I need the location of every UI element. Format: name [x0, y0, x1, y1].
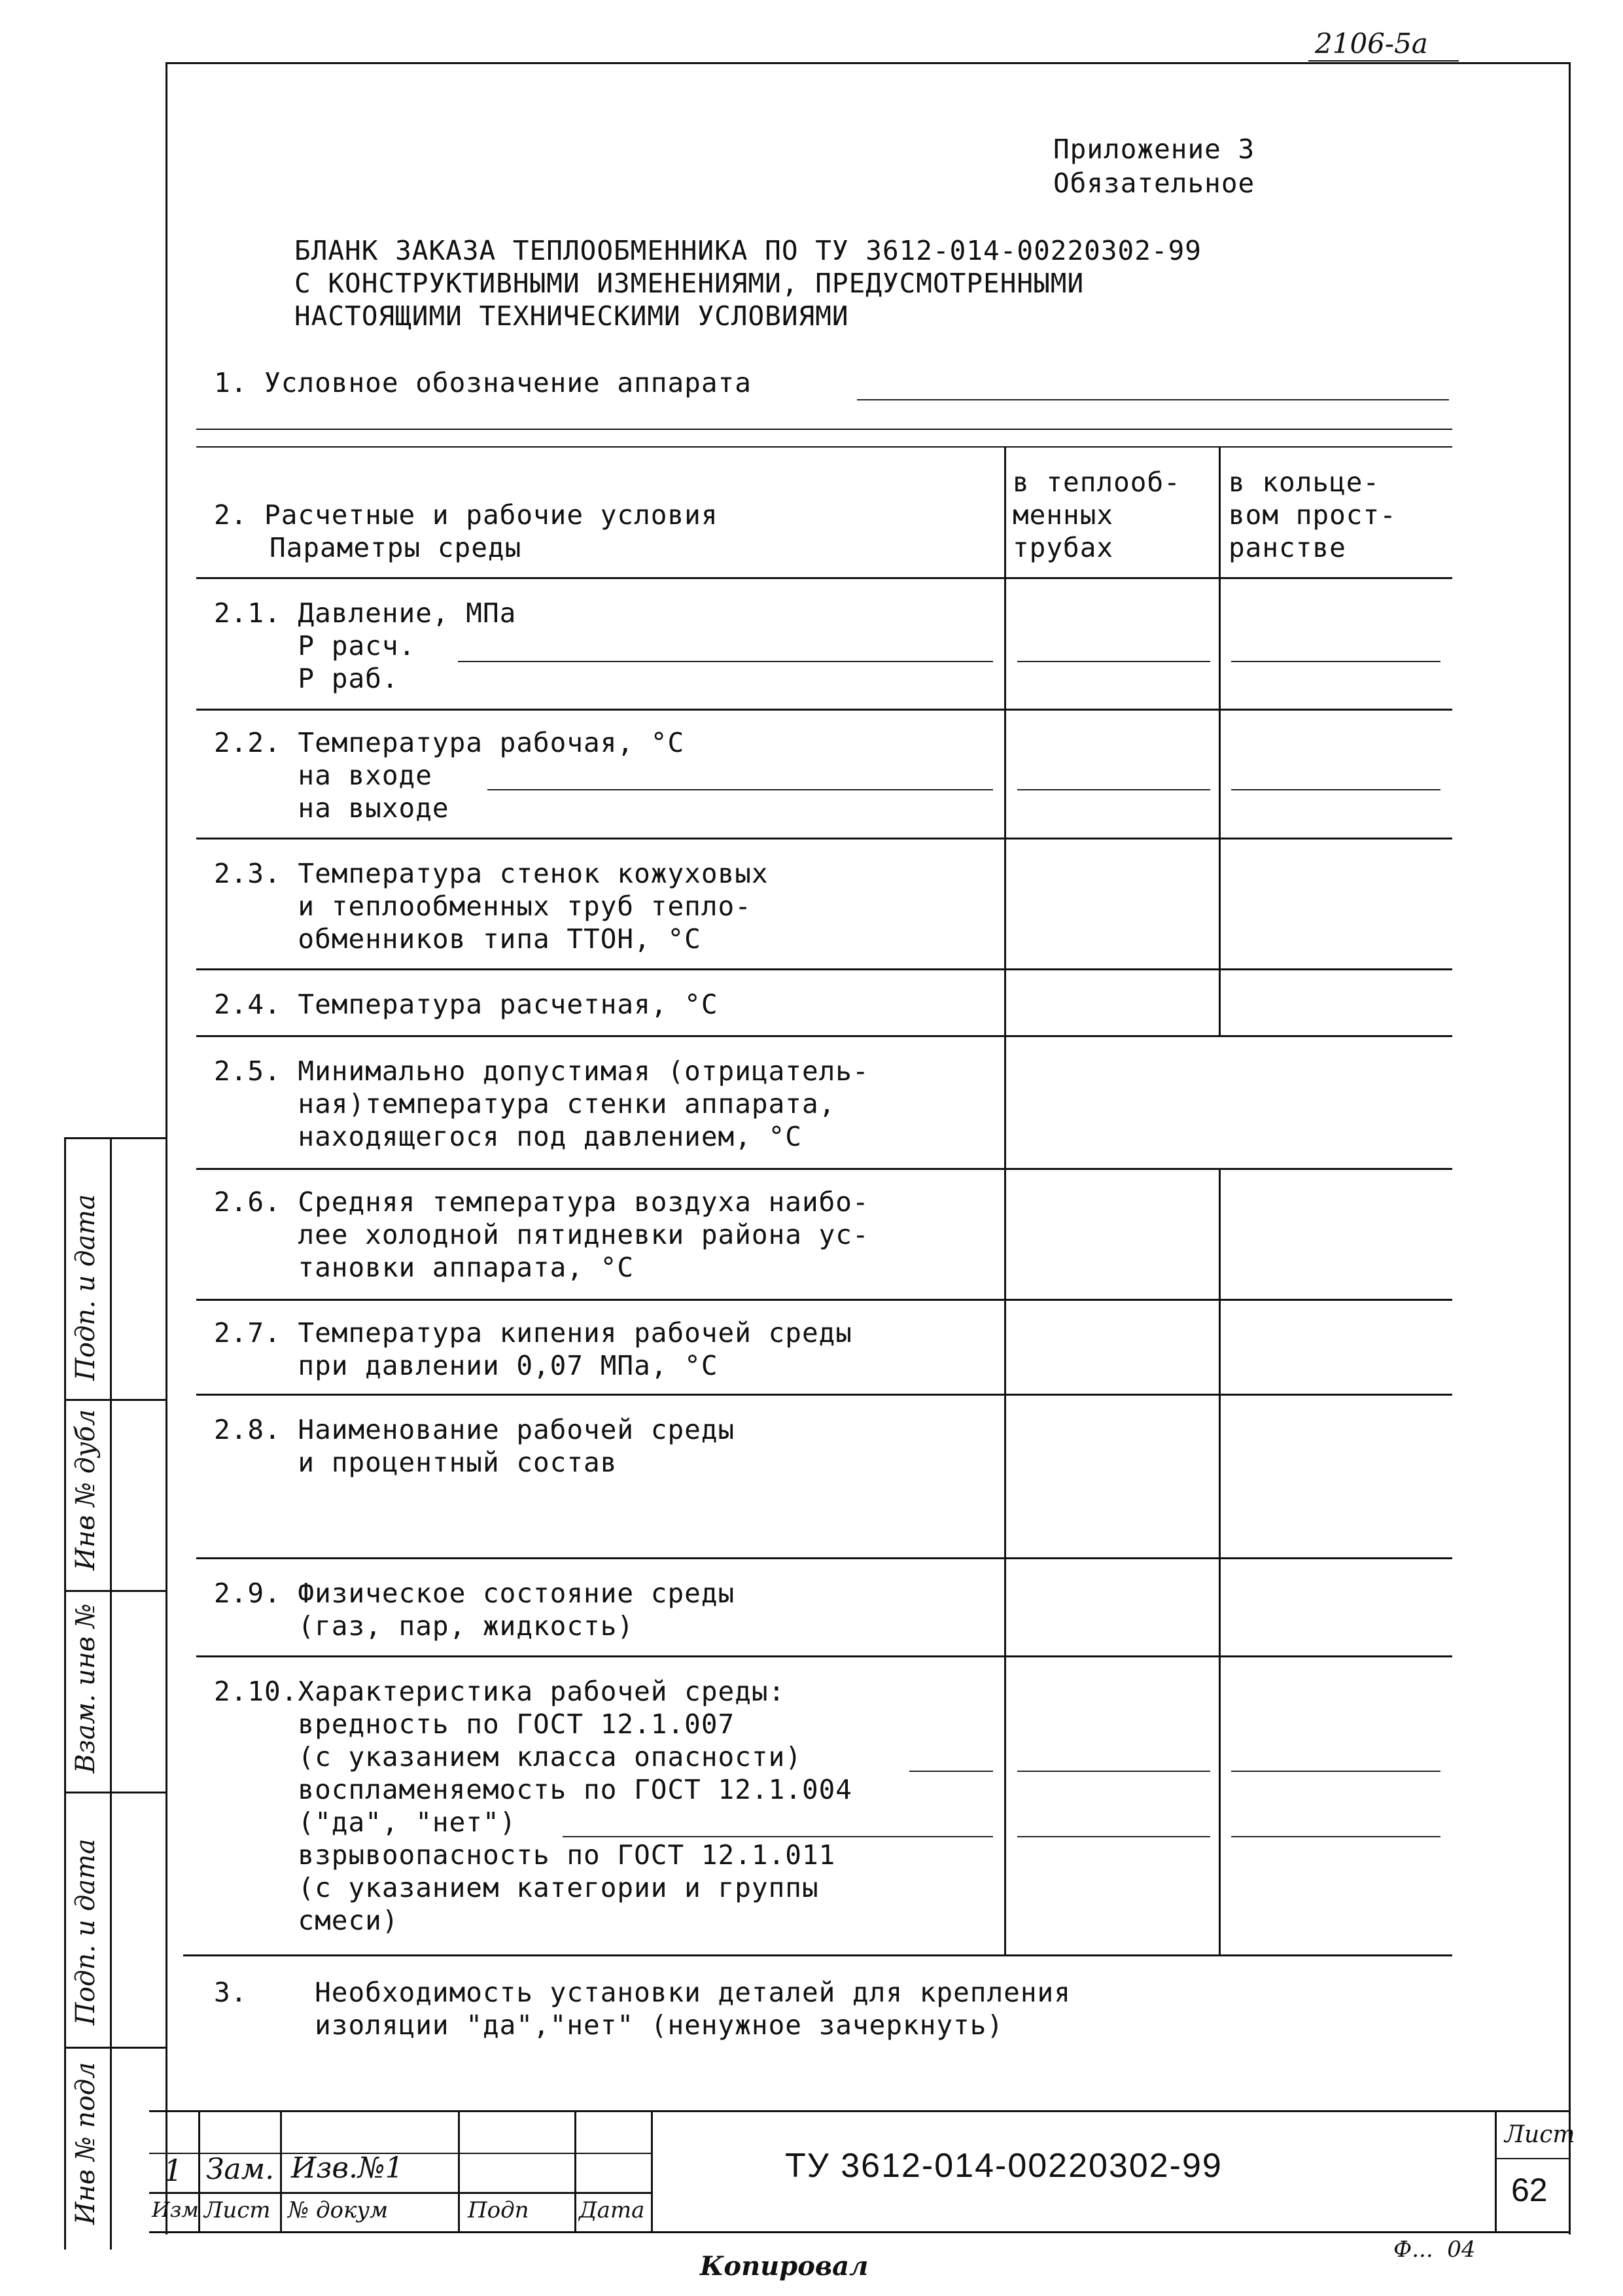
row-2-2-field-col2: [1231, 789, 1440, 790]
row-2-10-line4: воспламеняемость по ГОСТ 12.1.004: [214, 1774, 852, 1805]
row-2-10-line7: (с указанием категории и группы: [214, 1872, 819, 1903]
row-sep-210: [183, 1954, 1452, 1956]
row-2-9-line1: 2.9. Физическое состояние среды: [214, 1578, 735, 1609]
stamp-col-sheet: [1495, 2110, 1497, 2233]
row-sep-header: [196, 577, 1452, 579]
row-sep-24: [196, 1035, 1452, 1037]
side-strip-top: [64, 1137, 167, 1139]
header-col1-line2: менных: [1013, 499, 1114, 531]
row-2-2-field-main: [487, 789, 993, 790]
header-col1-line1: в теплооб-: [1013, 467, 1181, 498]
side-strip-sep2: [64, 1590, 167, 1592]
row-2-1-line1: 2.1. Давление, МПа: [214, 597, 517, 629]
table-col2-border-a: [1219, 448, 1221, 1036]
corner-code: 2106-5a: [1315, 27, 1428, 60]
row-sep-22: [196, 838, 1452, 839]
stamp-col-label-izm: Изм: [152, 2197, 199, 2222]
row-2-10-field-flammable-col2: [1231, 1836, 1440, 1837]
side-strip-mid: [110, 1137, 112, 2250]
header-col2-line3: ранстве: [1229, 532, 1346, 563]
header-col2-line2: вом прост-: [1229, 499, 1397, 531]
row-sep-26: [196, 1299, 1452, 1301]
row-2-1-field-col2: [1231, 661, 1440, 662]
stamp-doc-code: ТУ 3612-014-00220302-99: [785, 2147, 1223, 2185]
frame-left: [166, 62, 167, 2234]
stamp-row3: [149, 2192, 653, 2194]
corner-code-underline: [1308, 60, 1459, 62]
stamp-row-val-1: 1: [164, 2153, 183, 2188]
appendix-line1: Приложение 3: [1053, 133, 1255, 165]
table-col2-border-b: [1219, 1170, 1221, 1956]
row-2-7-line1: 2.7. Температура кипения рабочей среды: [214, 1317, 852, 1349]
appendix-line2: Обязательное: [1053, 168, 1255, 199]
item1-label: 1. Условное обозначение аппарата: [214, 367, 752, 398]
row-2-7-line2: при давлении 0,07 МПа, °С: [214, 1350, 718, 1381]
side-strip-sep4: [64, 2047, 167, 2049]
row-2-2-field-col1: [1017, 789, 1210, 790]
stamp-col-label-list: Лист: [204, 2197, 271, 2223]
frame-top: [166, 62, 1571, 64]
row-2-3-line2: и теплообменных труб тепло-: [214, 891, 752, 922]
side-label-sign-date-1: Подп. и дата: [71, 1194, 101, 1381]
row-2-6-line1: 2.6. Средняя температура воздуха наибо-: [214, 1186, 869, 1218]
row-2-3-line1: 2.3. Температура стенок кожуховых: [214, 858, 769, 889]
header-col2-line1: в кольце-: [1229, 467, 1380, 498]
row-2-5-line1: 2.5. Минимально допустимая (отрицатель-: [214, 1055, 869, 1087]
row-2-2-line3: на выходе: [214, 792, 449, 824]
row-2-8-line2: и процентный состав: [214, 1447, 618, 1478]
title-line2: С КОНСТРУКТИВНЫМИ ИЗМЕНЕНИЯМИ, ПРЕДУСМОТРЕННЫМИ: [294, 268, 1085, 299]
row-2-10-field-flammable: [563, 1836, 993, 1837]
side-label-replace-inv: Взам. инв №: [71, 1603, 101, 1773]
item3-line1: 3. Необходимость установки деталей для крепления: [214, 1977, 1071, 2008]
side-label-sign-date-2: Подп. и дата: [71, 1839, 101, 2025]
row-2-2-line1: 2.2. Температура рабочая, °С: [214, 727, 685, 758]
table-col1-border: [1004, 448, 1006, 1956]
footer-format: Ф... 04: [1393, 2236, 1476, 2263]
stamp-col-d: [574, 2110, 576, 2233]
stamp-bottom: [149, 2231, 1571, 2233]
row-2-6-line3: тановки аппарата, °С: [214, 1252, 635, 1283]
row-2-9-line2: (газ, пар, жидкость): [214, 1610, 635, 1642]
frame-right: [1569, 62, 1571, 2234]
side-strip-sep3: [64, 1792, 167, 1793]
row-sep-28: [196, 1557, 1452, 1559]
row-2-4-line1: 2.4. Температура расчетная, °С: [214, 989, 718, 1020]
header-item: 2. Расчетные и рабочие условия: [214, 499, 718, 531]
row-sep-27: [196, 1394, 1452, 1396]
stamp-col-c: [458, 2110, 460, 2233]
row-2-8-line1: 2.8. Наименование рабочей среды: [214, 1414, 735, 1445]
side-strip-sep1: [64, 1399, 167, 1401]
item1-underline: [857, 399, 1449, 400]
row-2-10-line8: смеси): [214, 1905, 399, 1936]
footer-copied: Копировал: [700, 2251, 869, 2282]
stamp-sheet-label: Лист: [1505, 2121, 1575, 2148]
side-label-dup-inv: Инв № дубл: [71, 1409, 101, 1570]
row-2-1-field-col1: [1017, 661, 1210, 662]
title-line3: НАСТОЯЩИМИ ТЕХНИЧЕСКИМИ УСЛОВИЯМИ: [294, 300, 849, 332]
row-2-10-line5: ("да", "нет"): [214, 1807, 517, 1838]
stamp-top: [149, 2110, 1571, 2112]
row-2-1-line2: Р расч.: [214, 630, 416, 662]
row-sep-21: [196, 709, 1452, 711]
stamp-row-val-2: Зам.: [206, 2153, 275, 2186]
row-2-10-line1: 2.10.Характеристика рабочей среды:: [214, 1676, 786, 1707]
item1-rule-b: [196, 446, 1452, 448]
row-2-6-line2: лее холодной пятидневки района ус-: [214, 1219, 869, 1250]
row-2-5-line3: находящегося под давлением, °С: [214, 1121, 802, 1152]
stamp-col-label-sign: Подп: [468, 2197, 529, 2223]
row-2-10-field-hazard-col1: [1017, 1771, 1210, 1772]
row-sep-29: [196, 1655, 1452, 1657]
header-params: Параметры среды: [270, 532, 522, 563]
row-2-1-line3: Р раб.: [214, 663, 399, 694]
row-2-10-field-hazard: [909, 1771, 993, 1772]
row-2-1-field-main: [458, 661, 993, 662]
item3-line2: изоляции "да","нет" (ненужное зачеркнуть): [214, 2009, 1004, 2041]
stamp-sheet-sep: [1495, 2158, 1571, 2159]
header-col1-line3: трубах: [1013, 532, 1114, 563]
item1-rule-a: [196, 429, 1452, 430]
stamp-row-val-3: Изв.№1: [291, 2151, 404, 2185]
stamp-sheet-number: 62: [1511, 2172, 1548, 2208]
stamp-col-label-doc: № докум: [288, 2197, 389, 2223]
row-sep-25: [196, 1168, 1452, 1170]
row-2-5-line2: ная)температура стенки аппарата,: [214, 1088, 836, 1120]
row-2-10-line3: (с указанием класса опасности): [214, 1741, 802, 1773]
side-strip-left: [64, 1137, 66, 2250]
row-2-10-line2: вредность по ГОСТ 12.1.007: [214, 1708, 735, 1740]
stamp-col-label-date: Дата: [579, 2197, 645, 2223]
row-2-3-line3: обменников типа ТТОН, °С: [214, 923, 701, 955]
row-2-2-line2: на входе: [214, 760, 432, 791]
row-sep-23: [196, 968, 1452, 970]
row-2-10-line6: взрывоопасность по ГОСТ 12.1.011: [214, 1839, 836, 1871]
row-2-10-field-flammable-col1: [1017, 1836, 1210, 1837]
row-2-10-field-hazard-col2: [1231, 1771, 1440, 1772]
stamp-col-b: [280, 2110, 282, 2233]
stamp-col-e: [651, 2110, 653, 2233]
title-line1: БЛАНК ЗАКАЗА ТЕПЛООБМЕННИКА ПО ТУ 3612-014-00220302-99: [294, 235, 1202, 266]
side-label-orig-inv: Инв № подл: [71, 2062, 101, 2225]
